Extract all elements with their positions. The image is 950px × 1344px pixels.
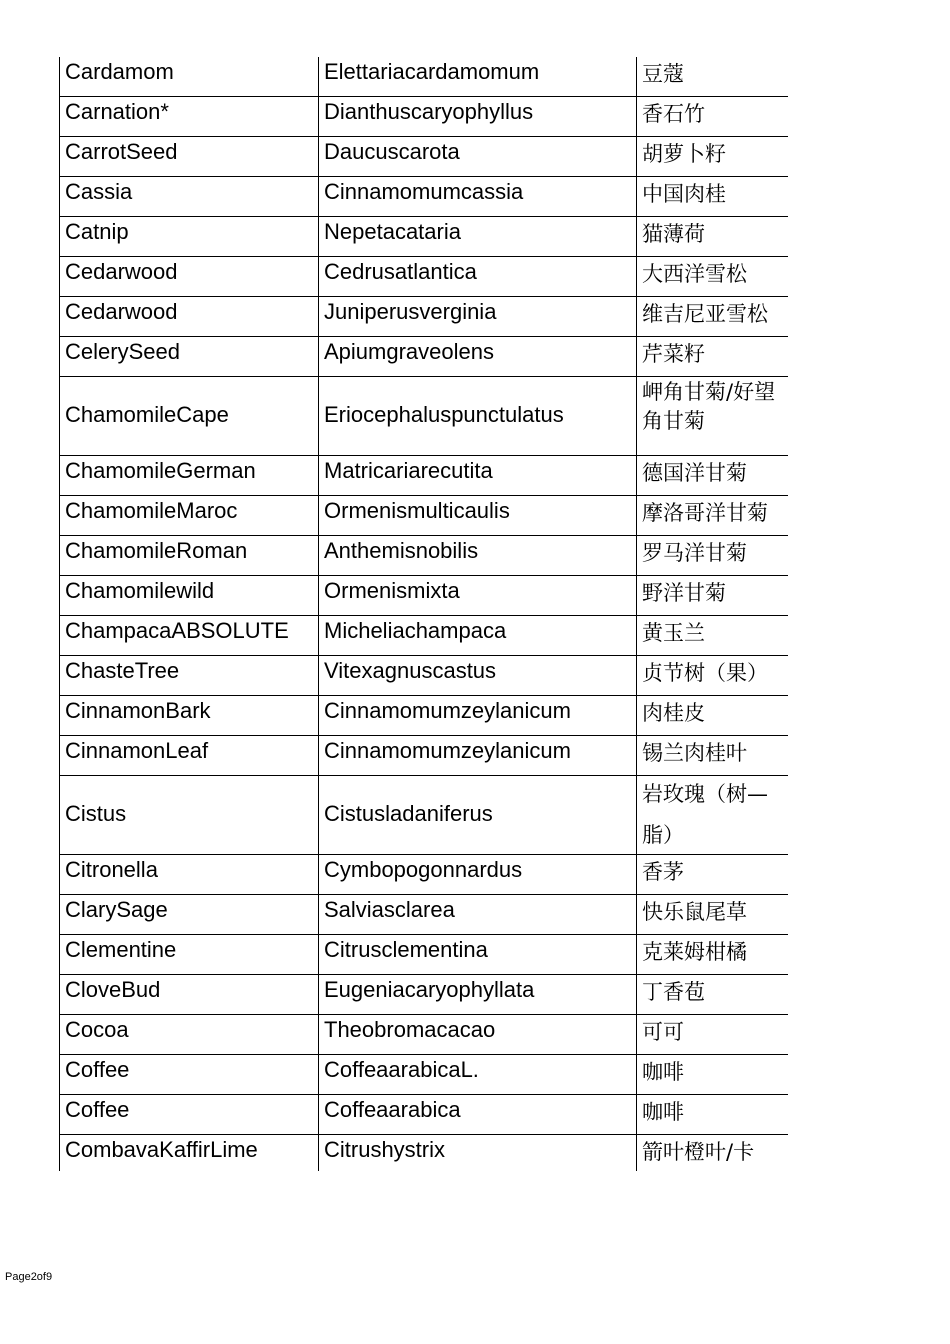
- english-name-cell: CinnamonBark: [65, 698, 211, 723]
- table-row: [60, 576, 788, 616]
- table-row: [60, 656, 788, 696]
- table-row: [60, 1095, 788, 1135]
- latin-name-cell: Vitexagnuscastus: [318, 656, 636, 695]
- table-row: [60, 257, 788, 297]
- latin-name-cell: Apiumgraveolens: [318, 337, 636, 376]
- english-name-cell: Cistus: [65, 801, 127, 826]
- chinese-name-cell: 丁香苞: [636, 975, 788, 1014]
- latin-name-cell: Ormenismulticaulis: [318, 496, 636, 535]
- chinese-name-cell: 贞节树（果）: [636, 656, 788, 695]
- latin-name-cell: Dianthuscaryophyllus: [318, 97, 636, 136]
- chinese-name-cell: 咖啡: [636, 1055, 788, 1094]
- table-row: [60, 137, 788, 177]
- latin-name-cell: Elettariacardamomum: [318, 57, 636, 96]
- table-row: [60, 217, 788, 257]
- latin-name-cell: Cinnamomumzeylanicum: [318, 736, 636, 775]
- english-name-cell: Cedarwood: [65, 299, 178, 324]
- latin-name-cell: Eugeniacaryophyllata: [318, 975, 636, 1014]
- table-row: [60, 496, 788, 536]
- english-name-cell: CinnamonLeaf: [65, 738, 209, 763]
- latin-name-cell: Salviasclarea: [318, 895, 636, 934]
- chinese-name-cell: 岩玫瑰（树—脂）: [636, 776, 788, 854]
- table-row: [60, 97, 788, 137]
- table-row: [60, 855, 788, 895]
- table-row: [60, 935, 788, 975]
- english-name-cell: CarrotSeed: [65, 139, 178, 164]
- chinese-name-cell: 咖啡: [636, 1095, 788, 1134]
- english-name-cell: Catnip: [65, 219, 129, 244]
- english-name-cell: Cardamom: [65, 59, 174, 84]
- latin-name-cell: Anthemisnobilis: [318, 536, 636, 575]
- chinese-name-cell: 胡萝卜籽: [636, 137, 788, 176]
- chinese-name-cell: 克莱姆柑橘: [636, 935, 788, 974]
- english-name-cell: ChamomileMaroc: [65, 498, 238, 523]
- latin-name-cell: Micheliachampaca: [318, 616, 636, 655]
- english-name-cell: ChamomileRoman: [65, 538, 248, 563]
- english-name-cell: CloveBud: [65, 977, 161, 1002]
- chinese-name-cell: 维吉尼亚雪松: [636, 297, 788, 336]
- latin-name-cell: CoffeaarabicaL.: [318, 1055, 636, 1094]
- table-row: [60, 297, 788, 337]
- chinese-name-cell: 锡兰肉桂叶: [636, 736, 788, 775]
- english-name-cell: ClarySage: [65, 897, 168, 922]
- english-name-cell: Cocoa: [65, 1017, 129, 1042]
- latin-name-cell: Coffeaarabica: [318, 1095, 636, 1134]
- table-row: [60, 337, 788, 377]
- english-name-cell: CelerySeed: [65, 339, 180, 364]
- page-number: Page2of9: [5, 1271, 53, 1283]
- chinese-name-cell: 大西洋雪松: [636, 257, 788, 296]
- table-row: [60, 776, 788, 855]
- chinese-name-cell: 岬角甘菊/好望角甘菊: [636, 377, 788, 455]
- english-name-cell: Clementine: [65, 937, 177, 962]
- table-row: [60, 895, 788, 935]
- english-name-cell: Carnation*: [65, 99, 169, 124]
- latin-name-cell: Cinnamomumzeylanicum: [318, 696, 636, 735]
- table-row: [60, 975, 788, 1015]
- chinese-name-cell: 罗马洋甘菊: [636, 536, 788, 575]
- latin-name-cell: Cinnamomumcassia: [318, 177, 636, 216]
- english-name-cell: Cassia: [65, 179, 133, 204]
- chinese-name-cell: 黄玉兰: [636, 616, 788, 655]
- latin-name-cell: Ormenismixta: [318, 576, 636, 615]
- latin-name-cell: Eriocephaluspunctulatus: [318, 377, 636, 455]
- english-name-cell: ChasteTree: [65, 658, 180, 683]
- chinese-name-cell: 可可: [636, 1015, 788, 1054]
- chinese-name-cell: 中国肉桂: [636, 177, 788, 216]
- chinese-name-cell: 德国洋甘菊: [636, 456, 788, 495]
- chinese-name-cell: 摩洛哥洋甘菊: [636, 496, 788, 535]
- english-name-cell: Coffee: [65, 1097, 130, 1122]
- english-name-cell: ChamomileGerman: [65, 458, 256, 483]
- latin-name-cell: Juniperusverginia: [318, 297, 636, 336]
- latin-name-cell: Cymbopogonnardus: [318, 855, 636, 894]
- chinese-name-cell: 快乐鼠尾草: [636, 895, 788, 934]
- table-row: [60, 616, 788, 656]
- english-name-cell: Cedarwood: [65, 259, 178, 284]
- latin-name-cell: Cedrusatlantica: [318, 257, 636, 296]
- table-row: [60, 1015, 788, 1055]
- table-row: [60, 456, 788, 496]
- table-row: [60, 57, 788, 97]
- latin-name-cell: Citrushystrix: [318, 1135, 636, 1171]
- english-name-cell: Coffee: [65, 1057, 130, 1082]
- chinese-name-cell: 香石竹: [636, 97, 788, 136]
- chinese-name-cell: 芹菜籽: [636, 337, 788, 376]
- chinese-name-cell: 肉桂皮: [636, 696, 788, 735]
- latin-name-cell: Matricariarecutita: [318, 456, 636, 495]
- chinese-name-cell: 箭叶橙叶/卡: [636, 1135, 788, 1171]
- latin-name-cell: Cistusladaniferus: [318, 776, 636, 854]
- table-row: [60, 177, 788, 217]
- english-name-cell: Chamomilewild: [65, 578, 215, 603]
- latin-name-cell: Daucuscarota: [318, 137, 636, 176]
- english-name-cell: ChamomileCape: [65, 402, 229, 427]
- latin-name-cell: Theobromacacao: [318, 1015, 636, 1054]
- chinese-name-cell: 猫薄荷: [636, 217, 788, 256]
- english-name-cell: CombavaKaffirLime: [65, 1137, 258, 1162]
- latin-name-cell: Nepetacataria: [318, 217, 636, 256]
- oil-table: [59, 57, 788, 1171]
- table-row: [60, 1055, 788, 1095]
- chinese-name-cell: 豆蔻: [636, 57, 788, 96]
- table-row: [60, 1135, 788, 1171]
- chinese-name-cell: 香茅: [636, 855, 788, 894]
- table-row: [60, 696, 788, 736]
- table-row: [60, 736, 788, 776]
- english-name-cell: Citronella: [65, 857, 158, 882]
- table-row: [60, 536, 788, 576]
- table-row: [60, 377, 788, 456]
- chinese-name-cell: 野洋甘菊: [636, 576, 788, 615]
- english-name-cell: ChampacaABSOLUTE: [65, 618, 289, 643]
- latin-name-cell: Citrusclementina: [318, 935, 636, 974]
